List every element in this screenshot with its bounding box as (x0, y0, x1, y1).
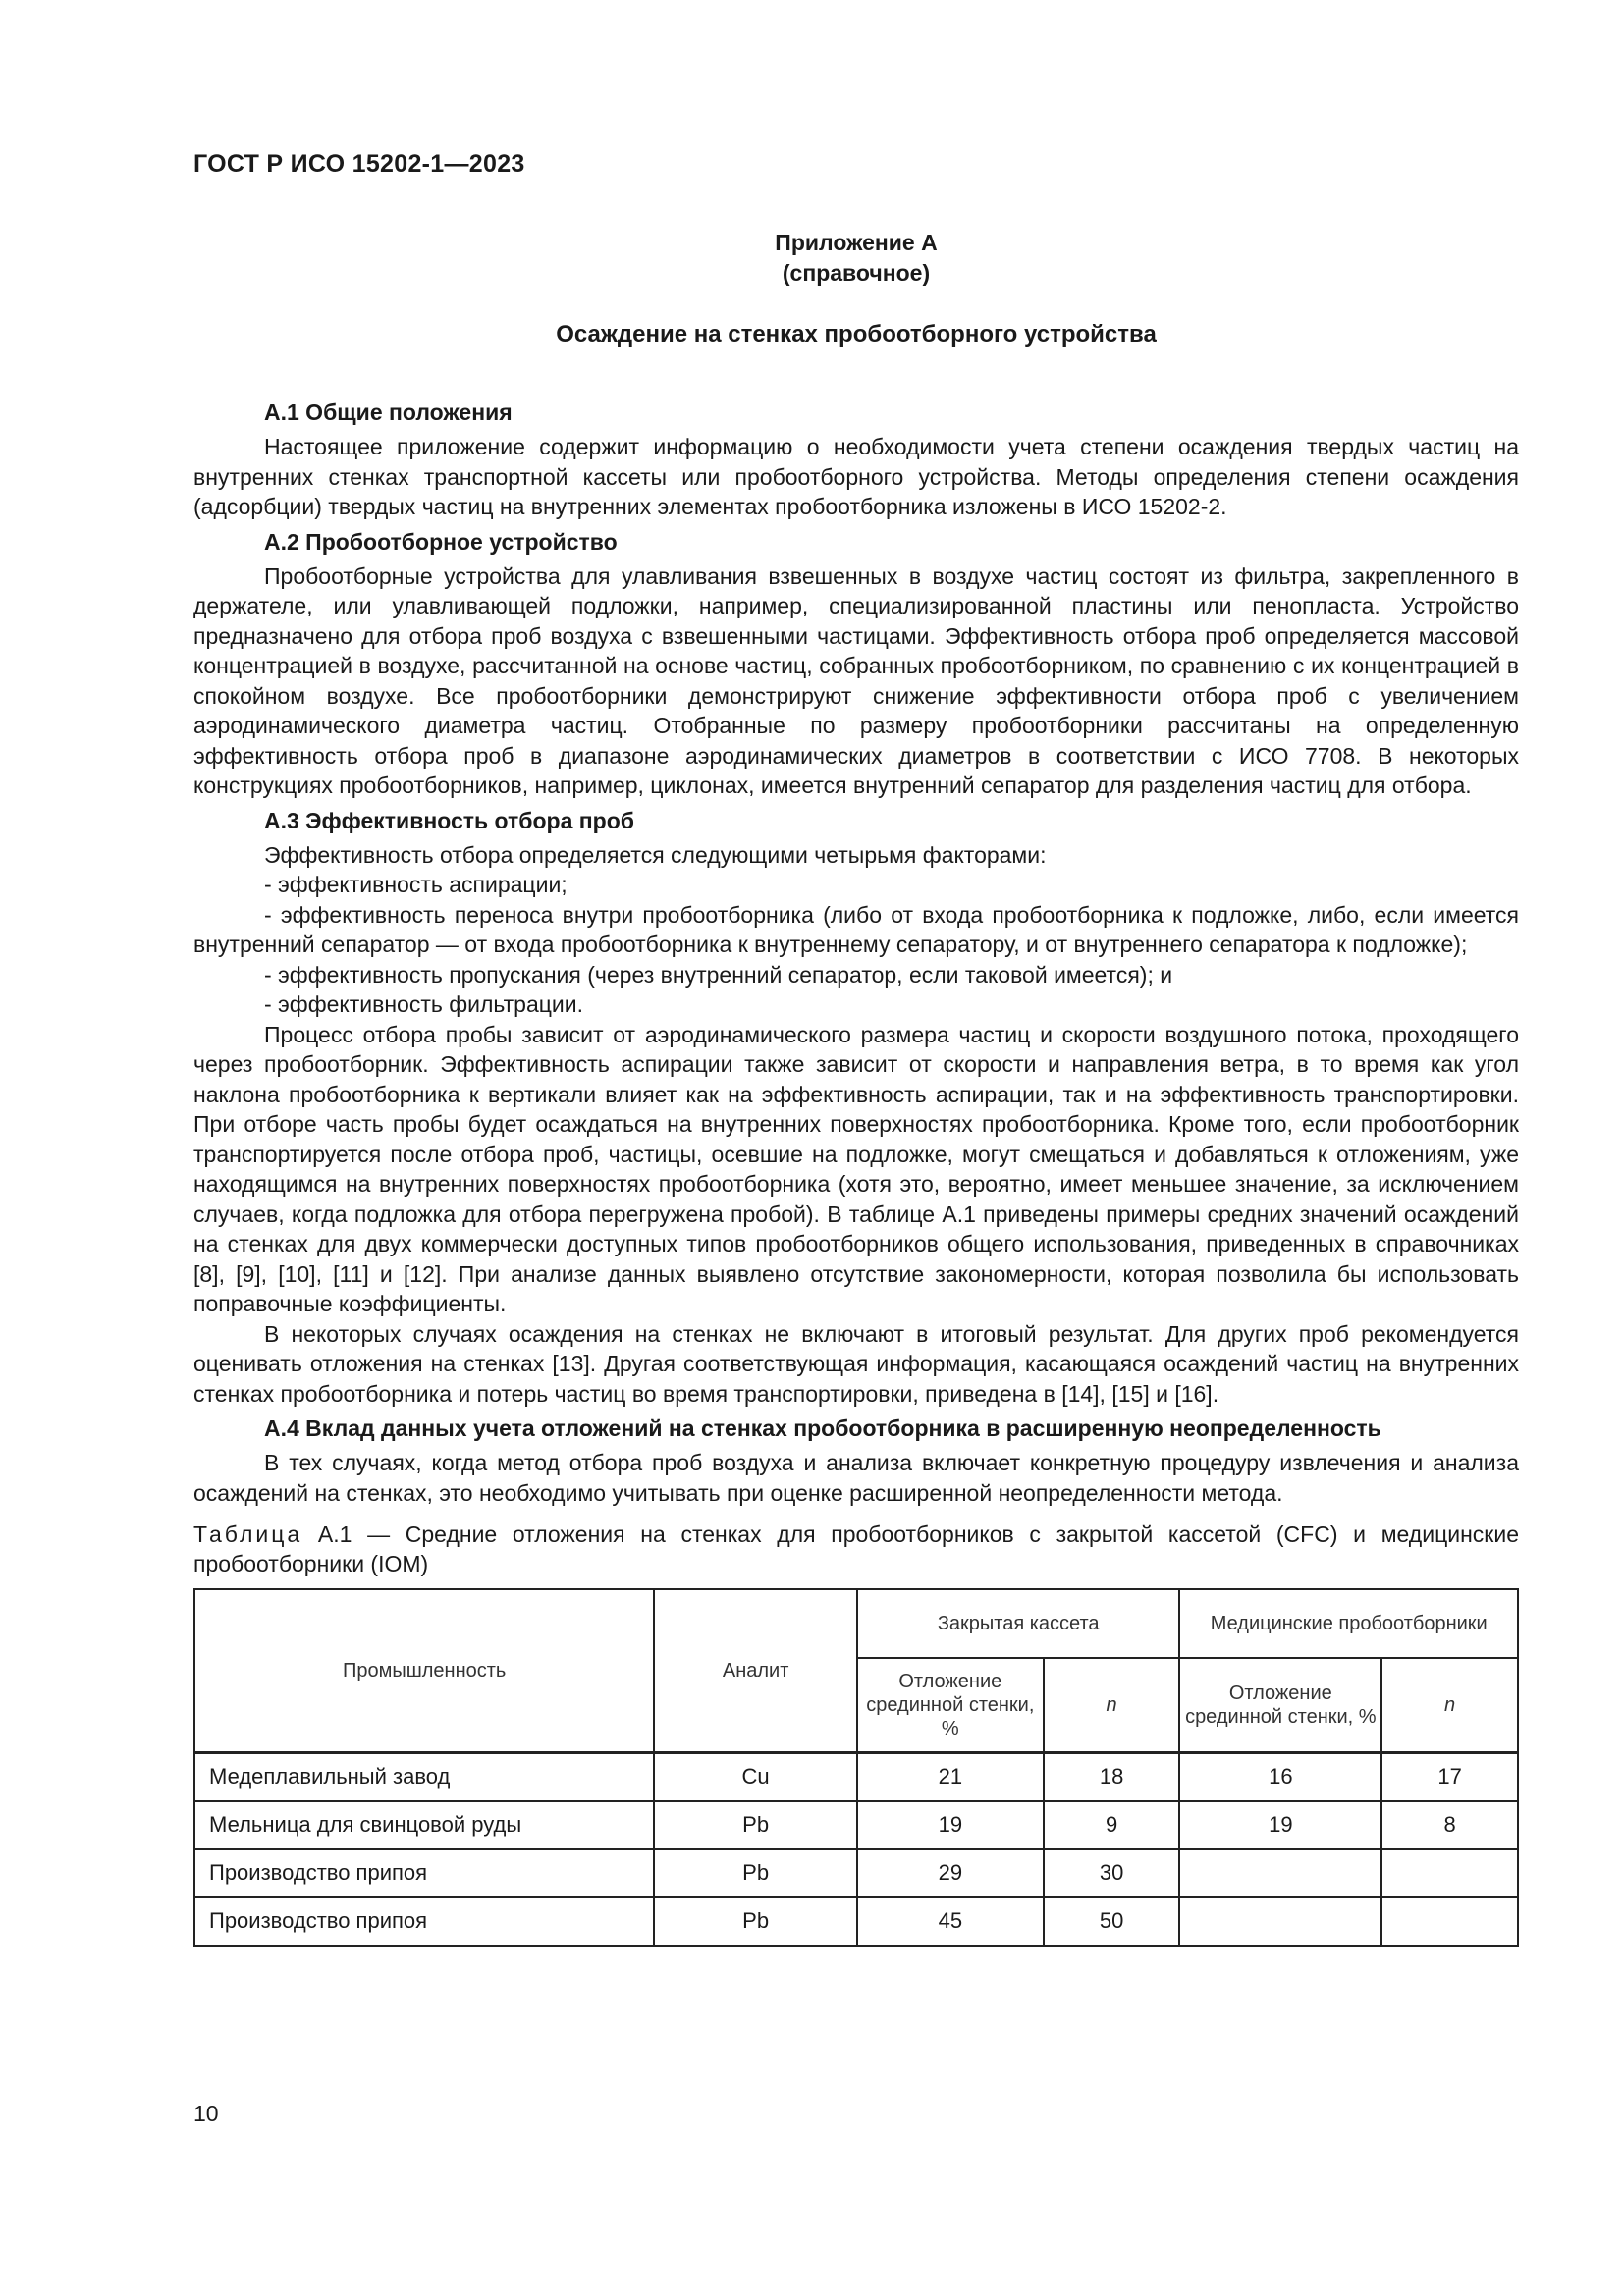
cell-cfc-deposit: 29 (857, 1849, 1044, 1897)
cell-iom-n: 17 (1381, 1752, 1518, 1801)
cell-cfc-n: 9 (1044, 1801, 1180, 1849)
cell-iom-deposit: 16 (1179, 1752, 1381, 1801)
cell-iom-n (1381, 1849, 1518, 1897)
cell-iom-n: 8 (1381, 1801, 1518, 1849)
list-item: - эффективность фильтрации. (264, 991, 583, 1017)
paragraph: Настоящее приложение содержит информацию о необходимости учета степени осаждения твердых частиц на внутренних стенках транспортной кассеты или пробоотборного устройства. Методы определения степени осаждения (адсорбции) твердых частиц на внутренних элементах пробоотборника изложены в ИСО 15202-2. (193, 434, 1519, 519)
table-row (194, 1897, 1518, 1946)
paragraph: Процесс отбора пробы зависит от аэродинамического размера частиц и скорости воздушного потока, проходящего через пробоотборник. Эффективность аспирации также зависит от скорости и направления ветра, в то время как угол наклона пробоотборника к вертикали влияет как на эффективность аспирации, так и на эффективность транспортировки. При отборе часть пробы будет осаждаться на внутренних поверхностях пробоотборника. Кроме того, если пробоотборник транспортируется после отбора проб, частицы, осевшие на подложке, могут смещаться и добавляться к отложениям, уже находящимся на внутренних поверхностях пробоотборника (хотя это, вероятно, имеет меньшее значение, за исключением случаев, когда подложка для отбора перегружена пробой). В таблице А.1 приведены примеры средних значений осаждений на стенках для двух коммерчески доступных типов пробоотборников общего использования, приведенных в справочниках [8], [9], [10], [11] и [12]. При анализе данных выявлено отсутствие закономерности, которая позволила бы использовать поправочные коэффициенты. (193, 1021, 1519, 1316)
cell-iom-deposit (1179, 1849, 1381, 1897)
section-heading: А.3 Эффективность отбора проб (264, 807, 634, 833)
list-item: - эффективность пропускания (через внутренний сепаратор, если таковой имеется); и (264, 961, 1173, 988)
paragraph: В тех случаях, когда метод отбора проб воздуха и анализа включает конкретную процедуру извлечения и анализа осаждений на стенках, это необходимо учитывать при оценке расширенной неопределенности метода. (193, 1450, 1519, 1506)
cell-iom-deposit (1179, 1897, 1381, 1946)
cell-cfc-n: 18 (1044, 1752, 1180, 1801)
cell-industry: Производство припоя (194, 1849, 654, 1897)
cell-cfc-deposit: 45 (857, 1897, 1044, 1946)
cell-analyte: Pb (654, 1897, 857, 1946)
annex-title (193, 228, 1519, 289)
table-row (194, 1752, 1518, 1801)
list-item: - эффективность переноса внутри пробоотборника (либо от входа пробоотборника к подложке, либо, если имеется внутренний сепаратор — от входа пробоотборника к внутреннему сепаратору, и от внутреннего сепаратора к подложке); (193, 901, 1519, 957)
cell-cfc-n: 30 (1044, 1849, 1180, 1897)
cell-industry: Мельница для свинцовой руды (194, 1801, 654, 1849)
paragraph: В некоторых случаях осаждения на стенках не включают в итоговый результат. Для других проб рекомендуется оценивать отложения на стенках [13]. Другая соответствующая информация, касающаяся осаждений частиц на внутренних стенках пробоотборника и потерь частиц во время транспортировки, приведена в [14], [15] и [16]. (193, 1320, 1519, 1407)
header-iom-n: n (1381, 1658, 1518, 1752)
header-cfc-deposit: Отложение срединной стенки, % (857, 1658, 1044, 1752)
header-iom-deposit: Отложение срединной стенки, % (1179, 1658, 1381, 1752)
table-row (194, 1801, 1518, 1849)
cell-industry: Производство припоя (194, 1897, 654, 1946)
cell-analyte: Pb (654, 1849, 857, 1897)
header-cfc-n: n (1044, 1658, 1180, 1752)
cell-analyte: Pb (654, 1801, 857, 1849)
document-title: Осаждение на стенках пробоотборного устройства (556, 321, 1157, 347)
document-body (193, 393, 1519, 1947)
paragraph: Эффективность отбора определяется следующими четырьмя факторами: (264, 841, 1047, 868)
cell-cfc-deposit: 19 (857, 1801, 1044, 1849)
cell-iom-deposit: 19 (1179, 1801, 1381, 1849)
annex-title-line1: Приложение А (775, 230, 938, 255)
list-item: - эффективность аспирации; (264, 872, 568, 897)
deposits-table (193, 1588, 1519, 1947)
section-heading: А.2 Пробоотборное устройство (264, 528, 618, 555)
section-heading: А.1 Общие положения (264, 400, 513, 425)
section-heading: А.4 Вклад данных учета отложений на стенках пробоотборника в расширенную неопределенность (264, 1415, 1381, 1441)
header-medical-samplers: Медицинские пробоотборники (1179, 1589, 1518, 1658)
standard-code: ГОСТ Р ИСО 15202-1—2023 (193, 150, 525, 178)
page-number: 10 (193, 2101, 219, 2126)
header-closed-cassette: Закрытая кассета (857, 1589, 1180, 1658)
cell-analyte: Cu (654, 1752, 857, 1801)
annex-title-line2: (справочное) (782, 260, 931, 286)
cell-industry: Медеплавильный завод (194, 1752, 654, 1801)
header-analyte: Аналит (654, 1589, 857, 1752)
table-caption (193, 1520, 1519, 1578)
cell-iom-n (1381, 1897, 1518, 1946)
table-row (194, 1849, 1518, 1897)
cell-cfc-n: 50 (1044, 1897, 1180, 1946)
table-caption-text: А.1 — Средние отложения на стенках для пробоотборников с закрытой кассетой (CFC) и медицинские пробоотборники (IOM) (193, 1522, 1519, 1576)
table-caption-label: Таблица (193, 1522, 303, 1547)
paragraph: Пробоотборные устройства для улавливания взвешенных в воздухе частиц состоят из фильтра, закрепленного в держателе, или улавливающей подложки, например, специализированной пластины или пенопласта. Устройство предназначено для отбора проб воздуха с взвешенными частицами. Эффективность отбора проб определяется массовой концентрацией в воздухе, рассчитанной на основе частиц, собранных пробоотборником, по сравнению с их концентрацией в спокойном воздухе. Все пробоотборники демонстрируют снижение эффективности отбора проб с увеличением аэродинамического диаметра частиц. Отобранные по размеру пробоотборники рассчитаны на определенную эффективность отбора проб в диапазоне аэродинамических диаметров в соответствии с ИСО 7708. В некоторых конструкциях пробоотборников, например, циклонах, имеется внутренний сепаратор для разделения частиц для отбора. (193, 562, 1519, 798)
cell-cfc-deposit: 21 (857, 1752, 1044, 1801)
header-industry: Промышленность (194, 1589, 654, 1752)
